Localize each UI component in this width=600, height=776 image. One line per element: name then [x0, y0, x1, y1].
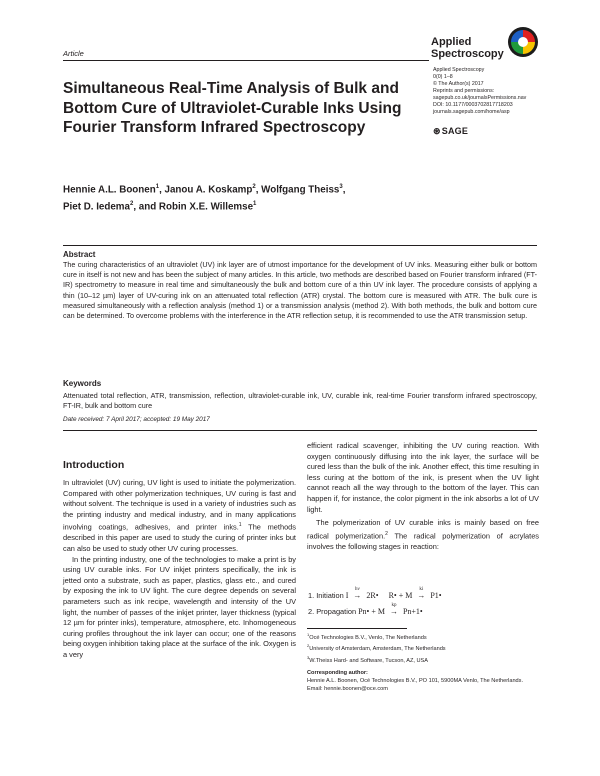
- right-column: [307, 441, 539, 552]
- affiliation: $^2$University of Amsterdam, Amsterdam, The Netherlands: [307, 643, 446, 653]
- citation[interactable]: 2: [385, 530, 388, 537]
- corresponding-author-text: Hennie A.L. Boonen, Océ Technologies B.V., PO 101, 5900MA Venlo, The Netherlands.: [307, 677, 524, 684]
- author-name: Robin X.E. Willemse: [158, 201, 254, 213]
- article-type-label: Article: [63, 49, 84, 58]
- introduction-heading: Introduction: [63, 459, 125, 471]
- author-name: Piet D. Iedema: [63, 201, 130, 213]
- abstract-rule: [63, 245, 537, 246]
- footnotes: [307, 631, 539, 693]
- article-title: Simultaneous Real-Time Analysis of Bulk and Bottom Cure of Ultraviolet-Curable Inks Using Fourier Transform Infrared Spectroscopy: [63, 80, 402, 136]
- abstract-text: The curing characteristics of an ultraviolet (UV) ink layer are of utmost importance for the development of UV inks. Measuring either bulk or bottom cure in itself is not new and has been the subject of many articles. In this article, two methods are described based on Fourier transform infrared (FT-IR) spectrometry to measure in real time and simultaneously the bulk and bottom cure of a thin UV ink layer. The procedure consists of applying a thin (10–12 µm) layer of UV-curing ink on an attenuated total reflection (ATR) crystal. The bottom cure is measured with ATR. The bulk cure is measured simultaneously with a reflection analysis (method 1) or a transmission analysis (method 2). With both methods, the bulk and bottom cure can be determined. To overcome problems with the interference in the ATR reflection setup, it is recommended to use the ATR transmission setup.: [63, 260, 537, 321]
- meta-line: Applied Spectroscopy: [433, 67, 485, 73]
- journal-title-line1: Applied: [431, 36, 472, 48]
- meta-line: 0(0) 1–8: [433, 74, 453, 80]
- equation-propagation: 2. Propagation Pn• + M kp → Pn+1•: [308, 604, 540, 620]
- publisher-logo: [433, 126, 468, 137]
- affiliation: $^1$Océ Technologies B.V., Venlo, The Netherlands: [307, 632, 427, 641]
- citation[interactable]: 1: [238, 522, 242, 529]
- footnote-rule: [307, 628, 407, 629]
- permissions-link[interactable]: sagepub.co.uk/journalsPermissions.nav: [433, 95, 527, 101]
- dates-line: Date received: 7 April 2017; accepted: 19 May 2017: [63, 416, 210, 423]
- paragraph: efficient radical scavenger, inhibiting the UV curing reaction. With oxygen continuously diffusing into the ink layer, the surface will be cured less than the bulk of the ink. Another effect, this time resulting in less curing at the bottom of the ink, is present when the UV light cannot reach all the way through to the bottom of the layer. This can happen if, for instance, the color pigment in the ink absorbs a lot of UV light.: [307, 441, 539, 514]
- corresponding-author-email[interactable]: Email: hennie.boonen@oce.com: [307, 685, 388, 692]
- section-rule: [63, 430, 537, 431]
- meta-line: © The Author(s) 2017: [433, 81, 484, 87]
- equation-initiation: 1. Initiation I hν → 2R• R• + M ki → P1•: [308, 588, 540, 604]
- sage-icon: ⊛: [433, 126, 441, 136]
- paragraph: The polymerization of UV curable inks is mainly based on free radical polymerization.$^2$ The radical polymerization of acrylates involves the following stages in reaction:: [307, 518, 539, 551]
- journal-title-line2: Spectroscopy: [431, 48, 504, 60]
- author-affiliation: 2: [252, 184, 256, 190]
- author-name: Wolfgang Theiss: [261, 184, 340, 196]
- header-rule: [63, 60, 429, 61]
- reaction-arrow-icon: hν →: [353, 587, 362, 600]
- society-logo-icon: [507, 26, 539, 58]
- paragraph: In the printing industry, one of the technologies to make a print is by using UV curable inks. For UV inkjet printers specifically, the ink is jetted onto a substrate, such as paper, plastics, glass etc., and cured by exposing the ink to UV light. The cure degree depends on several parameters such as ink recipe, wavelength and intensity of the UV light, the number of passes of the inkjet printer, layer thickness (typical 12 µm for printer inks), temperature, atmosphere, etc. Inhomogeneous curing profiles throughout the ink layer can occur; one of the reasons being oxygen inhibition taking place at the surface of the ink. Oxygen is a very: [63, 554, 296, 659]
- author-affiliation: 3: [339, 184, 343, 190]
- journal-home-link[interactable]: journals.sagepub.com/home/asp: [433, 109, 510, 115]
- author-list: Hennie A.L. Boonen$^1$, Janou A. Koskamp$^2$, Wolfgang Theiss$^3$, Piet D. Iedema$^2$, and Robin X.E. Willemse$^1$: [63, 184, 346, 213]
- author-name: Janou A. Koskamp: [164, 184, 253, 196]
- left-column: [63, 478, 296, 661]
- author-affiliation: 2: [129, 201, 134, 208]
- paragraph: In ultraviolet (UV) curing, UV light is used to initiate the polymerization. Compared with other polymerization techniques, UV curing is fast and without solvent. The technique is used in a variety of industries such as the printing industry and medical industry, and in many applications involving coatings, adhesives, and printer inks.$^1$ The methods described in this paper are used to study the curing of printer inks but can also be used to study other UV curing processes.: [63, 478, 296, 554]
- reaction-equations: [308, 588, 540, 620]
- reaction-arrow-icon: kp →: [389, 603, 398, 616]
- affiliation: $^3$W.Theiss Hard- and Software, Tucson, AZ, USA: [307, 654, 428, 664]
- author-affiliation: 1: [253, 201, 257, 208]
- publisher-name: SAGE: [441, 126, 469, 136]
- keywords-heading: Keywords: [63, 379, 102, 388]
- author-name: Hennie A.L. Boonen: [63, 184, 156, 196]
- abstract-heading: Abstract: [63, 250, 96, 259]
- doi-link[interactable]: DOI: 10.1177/0003702817718203: [433, 102, 513, 108]
- keywords-text: Attenuated total reflection, ATR, transmission, reflection, ultraviolet-curable ink, UV, curable ink, real-time Fourier transform infrared spectroscopy, FT-IR, bulk and bottom cure: [63, 391, 537, 411]
- author-affiliation: 1: [155, 184, 160, 190]
- journal-metadata: [433, 67, 573, 116]
- corresponding-author-heading: Corresponding author:: [307, 670, 368, 677]
- reaction-arrow-icon: ki →: [417, 587, 426, 600]
- meta-line: Reprints and permissions:: [433, 88, 495, 94]
